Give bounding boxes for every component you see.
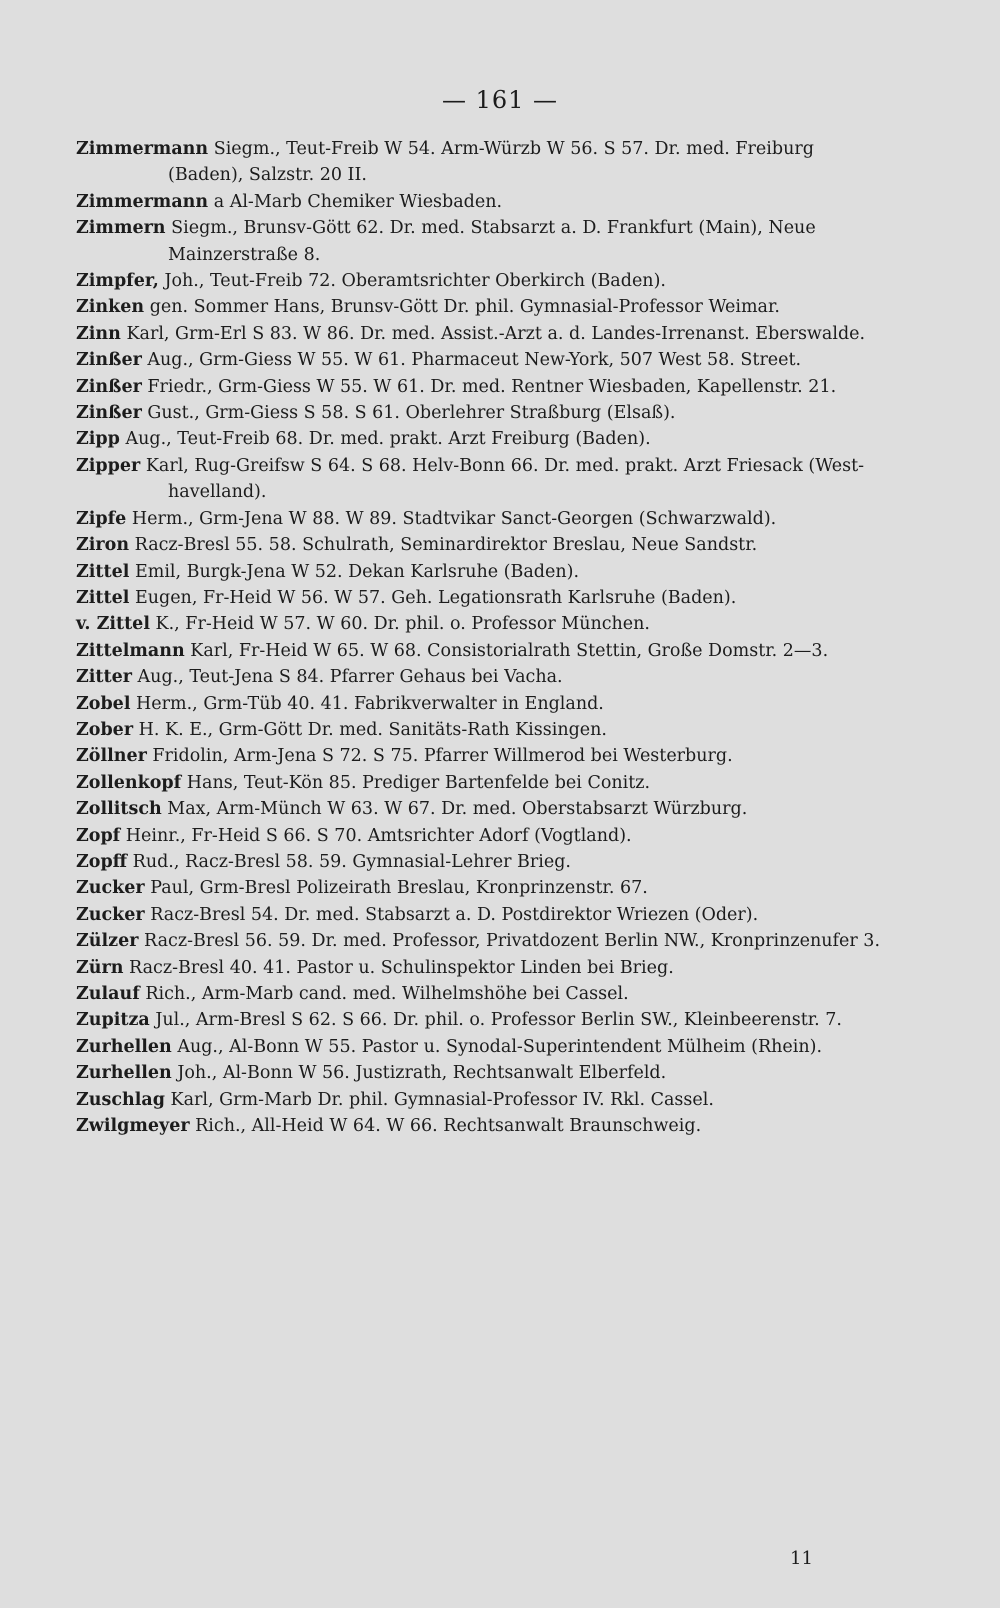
entry-surname: Zollenkopf: [76, 772, 182, 793]
entry-details: Paul, Grm-Bresl Polizeirath Breslau, Kronprinzenstr. 67.: [150, 878, 648, 899]
directory-entry: [76, 638, 918, 664]
entry-continuation: Mainzerstraße 8.: [168, 244, 321, 265]
directory-entry: [76, 374, 918, 400]
entry-surname: Zucker: [76, 878, 145, 899]
directory-entry: [76, 1034, 918, 1060]
entry-surname: Zipper: [76, 455, 141, 476]
entry-surname: Zucker: [76, 904, 145, 925]
entry-surname: Ziron: [76, 535, 130, 556]
entry-surname: Zürn: [76, 957, 124, 978]
directory-entry: [76, 426, 918, 452]
entry-details: Joh., Teut-Freib 72. Oberamtsrichter Oberkirch (Baden).: [164, 271, 666, 292]
entry-continuation: havelland).: [168, 482, 267, 503]
entry-surname: Zimpfer,: [76, 271, 159, 292]
entry-details: Siegm., Brunsv-Gött 62. Dr. med. Stabsarzt a. D. Frankfurt (Main), Neue: [171, 218, 816, 239]
entry-continuation: (Baden), Salzstr. 20 II.: [168, 165, 367, 186]
entry-details: gen. Sommer Hans, Brunsv-Gött Dr. phil. Gymnasial-Professor Weimar.: [149, 297, 780, 318]
entry-details: Aug., Al-Bonn W 55. Pastor u. Synodal-Superintendent Mülheim (Rhein).: [177, 1036, 823, 1057]
directory-entry: [76, 928, 918, 954]
entry-surname: Zipfe: [76, 508, 127, 529]
directory-entry: [76, 902, 918, 928]
directory-entry: [76, 347, 918, 373]
entry-surname: Zuschlag: [76, 1089, 165, 1110]
entry-details: a Al-Marb Chemiker Wiesbaden.: [213, 191, 503, 212]
entry-details: Aug., Teut-Jena S 84. Pfarrer Gehaus bei Vacha.: [137, 667, 563, 688]
entry-details: Heinr., Fr-Heid S 66. S 70. Amtsrichter Adorf (Vogtland).: [125, 825, 632, 846]
entry-surname: Zulauf: [76, 984, 140, 1004]
entry-details: Eugen, Fr-Heid W 56. W 57. Geh. Legationsrath Karlsruhe (Baden).: [134, 587, 737, 608]
directory-entry: [76, 559, 918, 585]
entry-details: Rud., Racz-Bresl 58. 59. Gymnasial-Lehrer Brieg.: [132, 851, 571, 872]
entry-details: Joh., Al-Bonn W 56. Justizrath, Rechtsanwalt Elberfeld.: [177, 1063, 667, 1084]
entry-surname: Zipp: [76, 429, 120, 450]
entry-surname: Zittel: [76, 587, 130, 608]
directory-entry: [76, 136, 918, 189]
entry-details: Herm., Grm-Tüb 40. 41. Fabrikverwalter in England.: [136, 693, 604, 714]
entry-details: Jul., Arm-Bresl S 62. S 66. Dr. phil. o. Professor Berlin SW., Kleinbeerenstr. 7.: [155, 1010, 842, 1031]
entry-details: Karl, Grm-Marb Dr. phil. Gymnasial-Professor IV. Rkl. Cassel.: [170, 1089, 714, 1110]
entry-surname: Zimmermann: [76, 191, 209, 212]
entry-surname: Zupitza: [76, 1010, 150, 1031]
entry-details: Racz-Bresl 55. 58. Schulrath, Seminardirektor Breslau, Neue Sandstr.: [134, 535, 758, 556]
entry-surname: Zinßer: [76, 350, 142, 371]
entry-surname: Zobel: [76, 693, 131, 714]
entry-details: Racz-Bresl 54. Dr. med. Stabsarzt a. D. Postdirektor Wriezen (Oder).: [150, 904, 759, 925]
directory-entry: [76, 981, 918, 1007]
entry-surname: Zinßer: [76, 403, 142, 424]
entry-surname: v. Zittel: [76, 614, 150, 635]
entry-details: K., Fr-Heid W 57. W 60. Dr. phil. o. Professor München.: [155, 614, 650, 635]
entry-details: Friedr., Grm-Giess W 55. W 61. Dr. med. Rentner Wiesbaden, Kapellenstr. 21.: [147, 376, 837, 397]
directory-entry: [76, 664, 918, 690]
entry-details: Emil, Burgk-Jena W 52. Dekan Karlsruhe (Baden).: [134, 561, 580, 582]
directory-entries: [76, 136, 918, 1139]
entry-surname: Zinn: [76, 323, 121, 344]
entry-details: Racz-Bresl 56. 59. Dr. med. Professor, Privatdozent Berlin NW., Kronprinzenufer 3.: [144, 931, 881, 952]
entry-details: Karl, Fr-Heid W 65. W 68. Consistorialrath Stettin, Große Domstr. 2—3.: [190, 640, 829, 661]
entry-surname: Zwilgmeyer: [76, 1116, 190, 1137]
entry-surname: Zimmern: [76, 218, 166, 239]
entry-details: Rich., Arm-Marb cand. med. Wilhelmshöhe bei Cassel.: [145, 984, 629, 1004]
entry-details: Racz-Bresl 40. 41. Pastor u. Schulinspektor Linden bei Brieg.: [129, 957, 674, 978]
directory-entry: [76, 743, 918, 769]
directory-entry: [76, 1087, 918, 1113]
directory-entry: [76, 849, 918, 875]
entry-surname: Zülzer: [76, 931, 139, 952]
entry-details: Rich., All-Heid W 64. W 66. Rechtsanwalt Braunschweig.: [195, 1116, 702, 1137]
page-number: — 161 —: [441, 86, 559, 114]
entry-surname: Zöllner: [76, 746, 147, 767]
entry-surname: Zurhellen: [76, 1036, 172, 1057]
entry-details: Max, Arm-Münch W 63. W 67. Dr. med. Oberstabsarzt Würzburg.: [167, 799, 748, 820]
entry-details: Siegm., Teut-Freib W 54. Arm-Würzb W 56. S 57. Dr. med. Freiburg: [213, 139, 814, 159]
directory-entry: [76, 532, 918, 558]
directory-entry: [76, 717, 918, 743]
directory-entry: [76, 875, 918, 901]
directory-entry: [76, 268, 918, 294]
directory-entry: [76, 955, 918, 981]
entry-surname: Zitter: [76, 667, 132, 688]
directory-entry: [76, 294, 918, 320]
sheet-signature: 11: [790, 1548, 813, 1569]
directory-entry: [76, 823, 918, 849]
entry-details: H. K. E., Grm-Gött Dr. med. Sanitäts-Rath Kissingen.: [138, 719, 607, 740]
directory-entry: [76, 189, 918, 215]
entry-surname: Zurhellen: [76, 1063, 172, 1084]
entry-surname: Zittel: [76, 561, 130, 582]
entry-details: Fridolin, Arm-Jena S 72. S 75. Pfarrer Willmerod bei Westerburg.: [152, 746, 733, 767]
directory-entry: [76, 770, 918, 796]
entry-surname: Zober: [76, 719, 134, 740]
entry-surname: Zinßer: [76, 376, 142, 397]
directory-entry: [76, 585, 918, 611]
entry-surname: Zollitsch: [76, 799, 162, 820]
entry-surname: Zopff: [76, 851, 128, 872]
directory-entry: [76, 453, 918, 506]
directory-entry: [76, 321, 918, 347]
entry-details: Gust., Grm-Giess S 58. S 61. Oberlehrer Straßburg (Elsaß).: [147, 403, 676, 424]
directory-entry: [76, 796, 918, 822]
directory-entry: [76, 215, 918, 268]
directory-entry: [76, 691, 918, 717]
directory-entry: [76, 506, 918, 532]
directory-entry: [76, 400, 918, 426]
directory-entry: [76, 611, 918, 637]
entry-details: Hans, Teut-Kön 85. Prediger Bartenfelde bei Conitz.: [186, 772, 651, 793]
entry-surname: Zopf: [76, 825, 121, 846]
directory-entry: [76, 1060, 918, 1086]
entry-details: Herm., Grm-Jena W 88. W 89. Stadtvikar Sanct-Georgen (Schwarzwald).: [131, 508, 777, 529]
entry-details: Karl, Rug-Greifsw S 64. S 68. Helv-Bonn 66. Dr. med. prakt. Arzt Friesack (West-: [145, 455, 865, 476]
entry-surname: Zittelmann: [76, 640, 185, 661]
entry-details: Aug., Teut-Freib 68. Dr. med. prakt. Arzt Freiburg (Baden).: [125, 429, 651, 450]
directory-entry: [76, 1007, 918, 1033]
entry-details: Karl, Grm-Erl S 83. W 86. Dr. med. Assist.-Arzt a. d. Landes-Irrenanst. Eberswalde.: [126, 323, 866, 344]
entry-details: Aug., Grm-Giess W 55. W 61. Pharmaceut New-York, 507 West 58. Street.: [147, 350, 802, 371]
directory-entry: [76, 1113, 918, 1139]
entry-surname: Zinken: [76, 297, 145, 318]
entry-surname: Zimmermann: [76, 139, 209, 159]
